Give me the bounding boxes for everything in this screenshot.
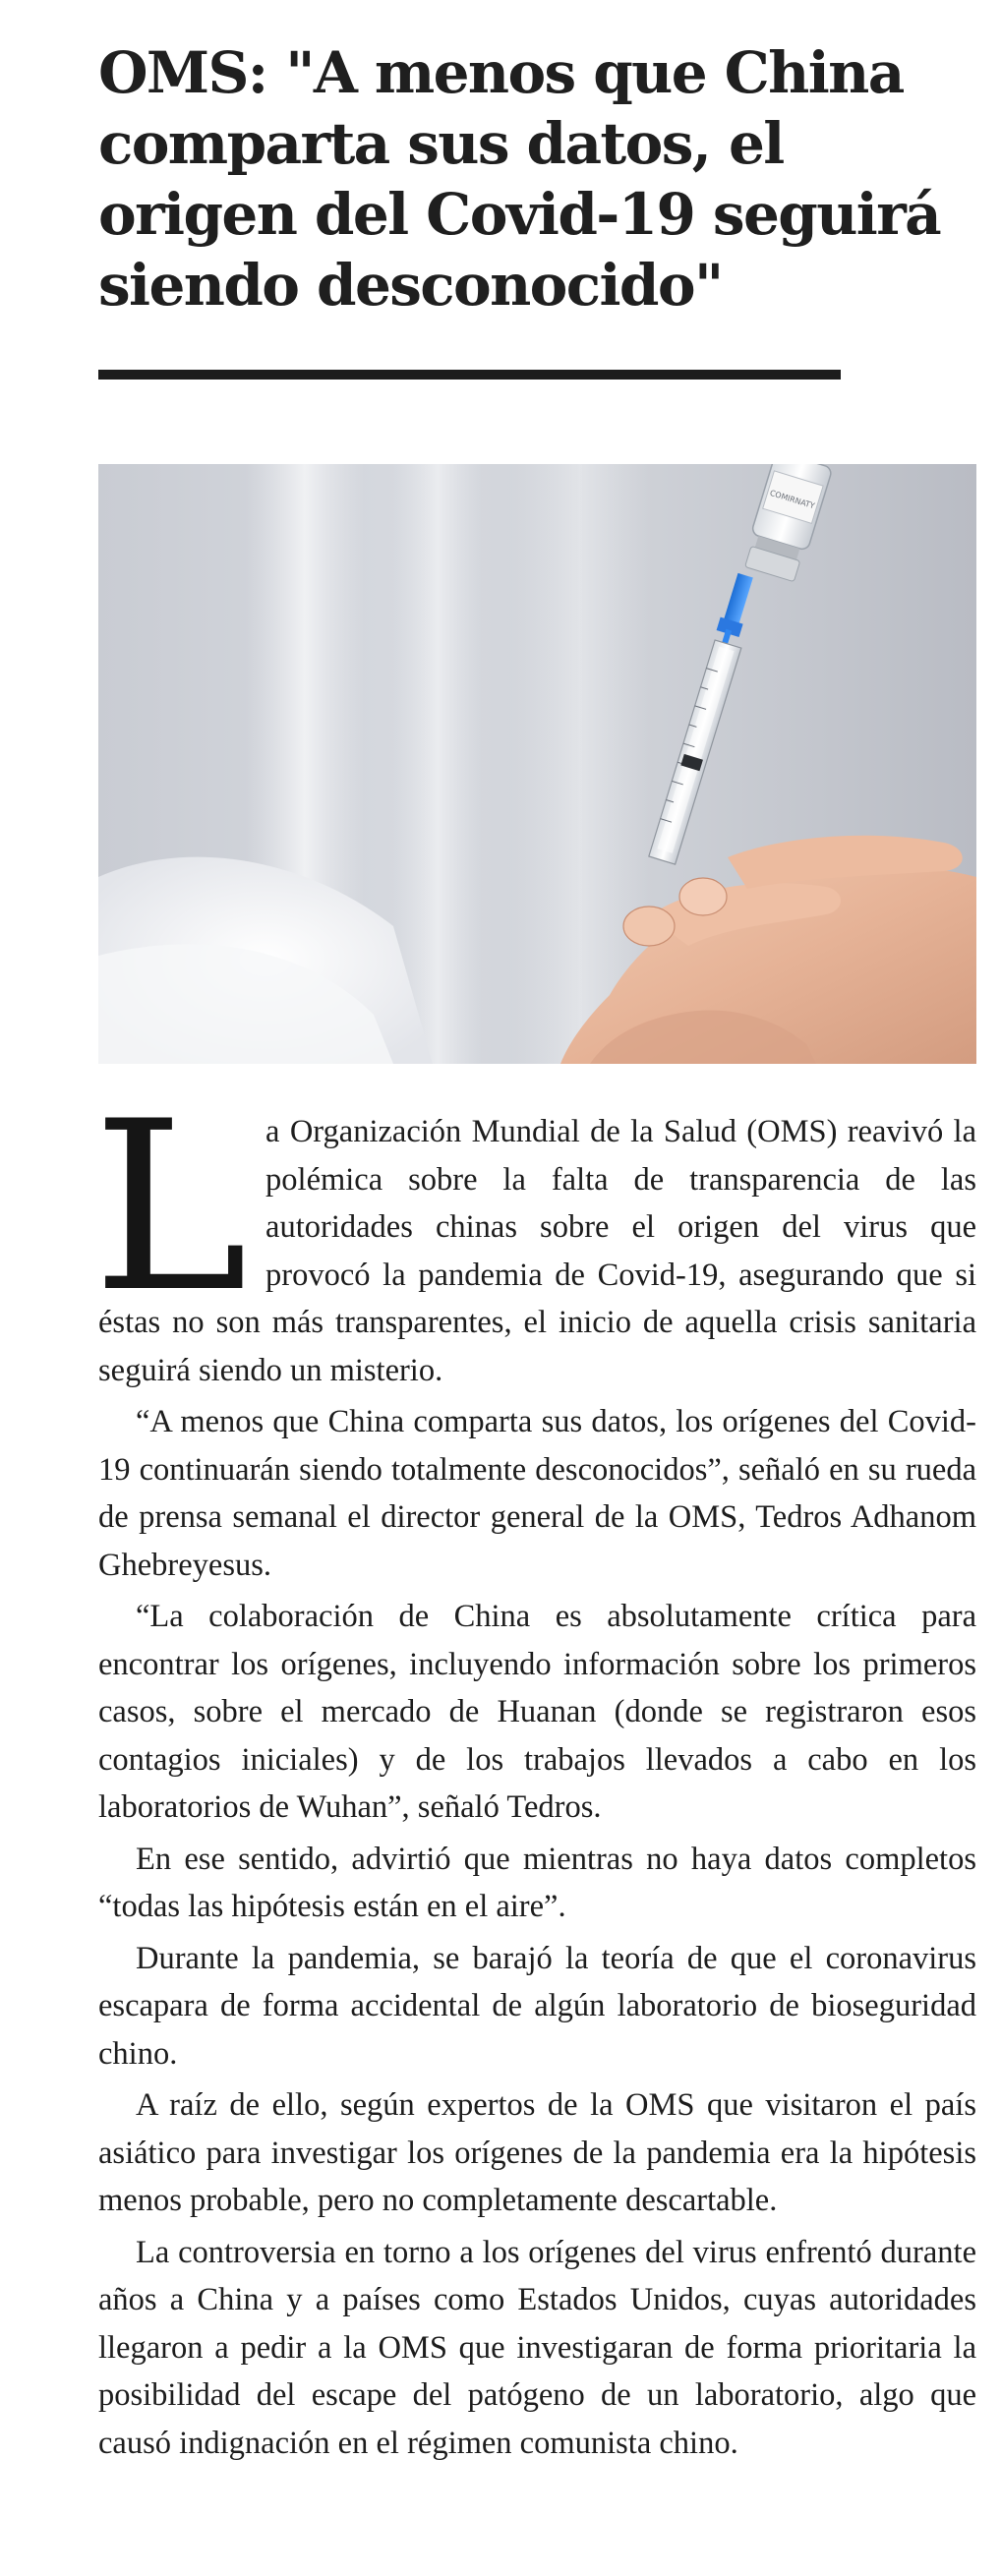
- paragraph-7: La controversia en torno a los orígenes del virus enfrentó durante años a China y a países como Estados Unidos, cuyas autoridades llegaron a pedir a la OMS que investigaran de forma prioritaria la posibilidad del escape del patógeno de un laboratorio, algo que causó indignación en el régimen comunista chino.: [98, 2234, 976, 2461]
- paragraph-5: Durante la pandemia, se barajó la teoría de que el coronavirus escapara de forma accidental de algún laboratorio de bioseguridad chino.: [98, 1940, 976, 2072]
- article: [92, 0, 976, 2461]
- headline-rule: [98, 370, 841, 380]
- paragraph-4: En ese sentido, advirtió que mientras no haya datos completos “todas las hipótesis están en el aire”.: [98, 1841, 976, 1924]
- paragraph-3: “La colaboración de China es absolutamente crítica para encontrar los orígenes, incluyendo información sobre los primeros casos, sobre el mercado de Huanan (donde se registraron esos contagios iniciales) y de los trabajos llevados a cabo en los laboratorios de Wuhan”, señaló Tedros.: [98, 1599, 976, 1825]
- paragraph-2: “A menos que China comparta sus datos, los orígenes del Covid-19 continuarán siendo totalmente desconocidos”, señaló en su rueda de prensa semanal el director general de la OMS, Tedros Adhanom Ghebreyesus.: [98, 1404, 976, 1583]
- paragraph-6: A raíz de ello, según expertos de la OMS que visitaron el país asiático para investigar los orígenes de la pandemia era la hipótesis menos probable, pero no completamente descartable.: [98, 2087, 976, 2218]
- vial-label: COMIRNATY: [768, 488, 816, 511]
- drop-cap: L: [92, 1072, 249, 1344]
- headline: OMS: "A menos que China comparta sus datos, el origen del Covid-19 seguirá siendo desconocido": [98, 39, 941, 319]
- article-photo: [98, 464, 976, 1064]
- paragraph-1: [92, 1072, 976, 1394]
- paragraph-1-text: a Organización Mundial de la Salud (OMS) reavivó la polémica sobre la falta de transparencia de las autoridades chinas sobre el origen del virus que provocó la pandemia de Covid-19, asegurando que si éstas no son más transparentes, el inicio de aquella crisis sanitaria seguirá siendo un misterio.: [98, 1114, 976, 1388]
- article-body: [92, 1072, 976, 2471]
